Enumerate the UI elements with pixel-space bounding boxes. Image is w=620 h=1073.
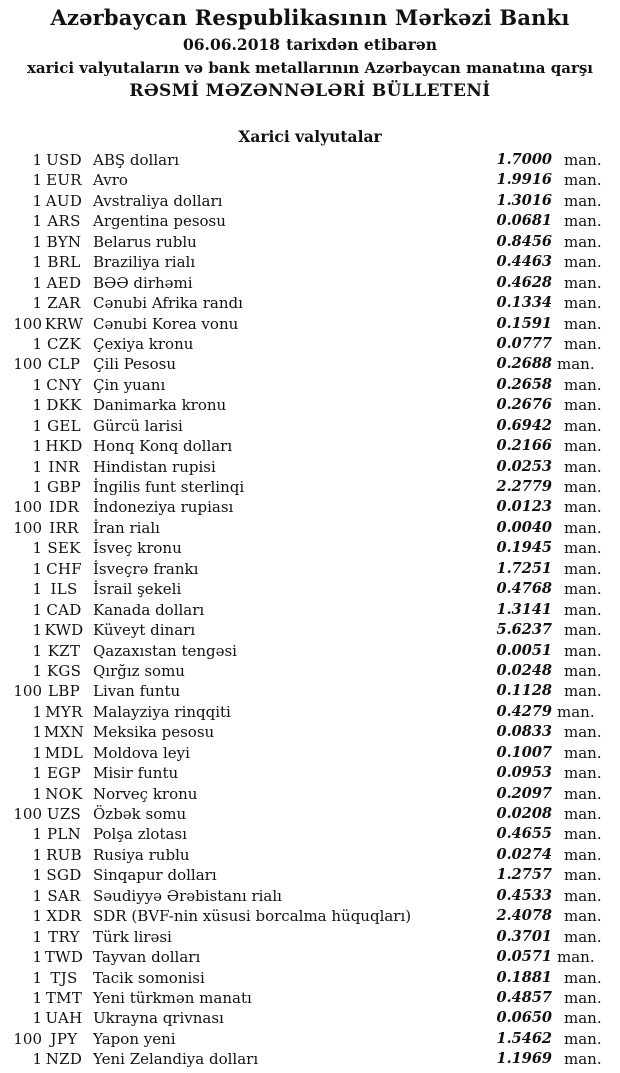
rate-value: 0.4533 (496, 886, 552, 904)
currency-code: IRR (49, 518, 79, 537)
currency-name: Avro (93, 171, 128, 190)
table-row (0, 579, 605, 599)
currency-code: GEL (47, 416, 81, 435)
currency-quantity: 1 (32, 191, 42, 210)
currency-quantity: 1 (32, 437, 42, 456)
rate-value: 0.8456 (496, 232, 552, 250)
unit-label: man. (564, 845, 602, 864)
currency-quantity: 1 (32, 845, 42, 864)
currency-name: BƏƏ dirhəmi (93, 273, 193, 292)
rate-value: 0.4768 (496, 580, 552, 598)
currency-name: Polşa zlotası (93, 825, 187, 844)
table-row (0, 538, 605, 558)
bulletin-title: RƏSMİ MƏZƏNNƏLƏRİ BÜLLETENİ (129, 81, 491, 101)
currency-code: MXN (43, 723, 85, 742)
currency-name: İsveç kronu (93, 539, 182, 558)
table-row (0, 661, 605, 681)
unit-label: man. (564, 191, 602, 210)
table-row (0, 150, 605, 170)
rate-value: 1.7251 (496, 559, 552, 577)
table-row (0, 702, 605, 722)
currency-code: PLN (46, 825, 82, 844)
currency-quantity: 1 (32, 968, 42, 987)
unit-label: man. (564, 1009, 602, 1028)
currency-name: Honq Konq dolları (93, 437, 233, 456)
currency-quantity: 1 (32, 825, 42, 844)
currency-code: BRL (47, 253, 81, 272)
unit-label: man. (564, 334, 602, 353)
table-row (0, 947, 605, 967)
currency-name: ABŞ dolları (93, 151, 180, 169)
currency-name: Avstraliya dolları (93, 191, 223, 210)
currency-quantity: 1 (32, 212, 42, 231)
table-row (0, 436, 605, 456)
unit-label: man. (564, 212, 602, 231)
currency-name: Küveyt dinarı (93, 621, 196, 640)
rate-value: 1.9916 (496, 171, 552, 189)
currency-name: Livan funtu (93, 682, 181, 701)
currency-quantity: 1 (32, 232, 42, 251)
currency-quantity: 1 (32, 927, 42, 946)
currency-quantity: 100 (13, 518, 42, 537)
table-row (0, 824, 605, 844)
currency-name: Qazaxıstan tengəsi (93, 641, 237, 660)
currency-quantity: 1 (32, 866, 42, 885)
rate-value: 1.5462 (496, 1029, 552, 1047)
currency-name: Belarus rublu (93, 232, 197, 251)
rate-value: 0.0953 (496, 764, 552, 782)
currency-quantity: 100 (13, 682, 42, 701)
rate-value: 0.2676 (496, 396, 552, 414)
currency-quantity: 1 (32, 457, 42, 476)
table-row (0, 416, 605, 436)
currency-code: KRW (44, 314, 84, 333)
currency-quantity: 1 (32, 886, 42, 905)
currency-quantity: 1 (32, 621, 42, 640)
unit-label: man. (564, 907, 602, 926)
table-row (0, 457, 605, 477)
rate-value: 0.1591 (496, 314, 552, 332)
unit-label: man. (564, 784, 602, 803)
table-row (0, 354, 605, 374)
currency-code: NOK (45, 784, 83, 803)
table-row (0, 395, 605, 415)
currency-name: Danimarka kronu (93, 396, 227, 415)
unit-label: man. (564, 743, 602, 762)
unit-label: man. (564, 641, 602, 660)
currency-name: Səudiyyə Ərəbistanı rialı (93, 886, 282, 905)
currency-quantity: 1 (32, 948, 42, 967)
effective-date-suffix: tarixdən etibarən (286, 35, 438, 54)
currency-code: DKK (46, 396, 82, 415)
currency-name: İsrail şekeli (93, 580, 182, 599)
rate-value: 0.3701 (496, 927, 552, 945)
currency-quantity: 1 (32, 784, 42, 803)
currency-name: Ukrayna qrivnası (93, 1009, 224, 1028)
currency-quantity: 1 (32, 702, 42, 721)
currency-quantity: 1 (32, 600, 42, 619)
unit-label: man. (564, 661, 602, 680)
unit-label: man. (564, 559, 602, 578)
effective-date-line (0, 35, 620, 54)
currency-quantity: 1 (32, 559, 42, 578)
currency-name: Tacik somonisi (93, 968, 205, 987)
currency-name: Yeni türkmən manatı (93, 988, 252, 1007)
rate-value: 0.1334 (496, 294, 552, 312)
currency-name: Norveç kronu (93, 784, 198, 803)
rate-value: 2.4078 (496, 907, 552, 925)
rate-value: 0.0833 (496, 723, 552, 741)
table-row (0, 620, 605, 640)
currency-quantity: 1 (32, 743, 42, 762)
rate-value: 0.0681 (496, 212, 552, 230)
currency-code: TJS (50, 968, 78, 987)
currency-code: EUR (46, 171, 82, 190)
currency-quantity: 1 (32, 1009, 42, 1028)
table-row (0, 1008, 605, 1028)
table-row (0, 375, 605, 395)
currency-quantity: 1 (32, 988, 42, 1007)
unit-label: man. (564, 273, 602, 292)
currency-quantity: 100 (13, 498, 42, 517)
rate-value: 0.0571 (496, 948, 552, 966)
rate-value: 1.3141 (496, 600, 552, 618)
currency-code: AED (46, 273, 82, 292)
currency-quantity: 1 (32, 273, 42, 292)
page-subtitle: xarici valyutaların və bank metallarının Azərbaycan manatına qarşı (26, 59, 594, 77)
currency-code: UAH (45, 1009, 83, 1028)
table-row (0, 1049, 605, 1069)
currency-code: EGP (47, 764, 81, 783)
unit-label: man. (564, 621, 602, 640)
currency-code: INR (48, 457, 80, 476)
unit-label: man. (564, 151, 602, 169)
currency-name: Meksika pesosu (93, 723, 215, 742)
currency-code: XDR (46, 907, 82, 926)
page-title: Azərbaycan Respublikasının Mərkəzi Bankı (50, 5, 570, 30)
rate-value: 0.1007 (496, 743, 552, 761)
currency-code: TWD (44, 948, 84, 967)
currency-code: SEK (47, 539, 81, 558)
currency-code: TMT (45, 988, 83, 1007)
rate-value: 0.2688 (496, 355, 552, 373)
currency-quantity: 100 (13, 1029, 42, 1048)
unit-label: man. (564, 232, 602, 251)
rate-value: 0.0123 (496, 498, 552, 516)
currency-quantity: 100 (13, 314, 42, 333)
table-row (0, 804, 605, 824)
table-row (0, 845, 605, 865)
currency-code: KWD (44, 621, 84, 640)
currency-code: SAR (47, 886, 81, 905)
table-row (0, 886, 605, 906)
currency-name: Cənubi Afrika randı (93, 294, 243, 313)
unit-label: man. (564, 886, 602, 905)
unit-label: man. (564, 416, 602, 435)
currency-quantity: 1 (32, 253, 42, 272)
currency-code: ARS (47, 212, 81, 231)
currency-name: Çin yuanı (93, 375, 166, 394)
currency-name: Qırğız somu (93, 661, 185, 680)
unit-label: man. (564, 314, 602, 333)
unit-label: man. (564, 866, 602, 885)
currency-name: Çili Pesosu (93, 355, 177, 374)
currency-name: İsveçrə frankı (93, 559, 199, 578)
currency-name: Tayvan dolları (93, 948, 201, 967)
currency-code: NZD (45, 1050, 83, 1069)
table-row (0, 600, 605, 620)
unit-label: man. (564, 478, 602, 496)
table-row (0, 170, 605, 190)
currency-code: UZS (46, 805, 82, 823)
currency-quantity: 1 (32, 764, 42, 783)
rate-value: 0.1945 (496, 539, 552, 557)
table-row (0, 559, 605, 579)
currency-code: IDR (48, 498, 80, 517)
rate-value: 0.4628 (496, 273, 552, 291)
currency-name: Yeni Zelandiya dolları (93, 1050, 259, 1069)
unit-label: man. (564, 580, 602, 599)
currency-code: ILS (50, 580, 78, 599)
currency-quantity: 1 (32, 375, 42, 394)
rate-value: 0.0777 (496, 334, 552, 352)
table-row (0, 927, 605, 947)
currency-code: CZK (46, 334, 81, 353)
table-row (0, 722, 605, 742)
unit-label: man. (564, 375, 602, 394)
table-row (0, 334, 605, 354)
unit-label: man. (564, 805, 602, 823)
rate-value: 0.2166 (496, 437, 552, 455)
table-row (0, 497, 605, 517)
currency-name: Moldova leyi (93, 743, 190, 762)
table-row (0, 906, 605, 926)
currency-code: MDL (44, 743, 84, 762)
currency-code: KZT (47, 641, 81, 660)
rate-value: 0.4857 (496, 988, 552, 1006)
currency-quantity: 1 (32, 641, 42, 660)
currency-quantity: 1 (32, 416, 42, 435)
unit-label: man. (564, 825, 602, 844)
currency-quantity: 1 (32, 171, 42, 190)
table-row (0, 641, 605, 661)
unit-label: man. (564, 294, 602, 313)
table-row (0, 518, 605, 538)
rate-value: 5.6237 (496, 621, 552, 639)
currency-quantity: 1 (32, 907, 42, 926)
unit-label: man. (564, 1050, 602, 1069)
currency-code: CLP (47, 355, 81, 374)
currency-quantity: 1 (32, 661, 42, 680)
currency-name: Argentina pesosu (93, 212, 226, 231)
currency-name: Braziliya rialı (93, 253, 196, 272)
rate-value: 1.2757 (496, 866, 552, 884)
unit-label: man. (564, 764, 602, 783)
currency-code: GBP (47, 478, 81, 496)
unit-label: man. (557, 702, 595, 721)
unit-label: man. (564, 723, 602, 742)
currency-quantity: 1 (32, 478, 42, 496)
table-row (0, 232, 605, 252)
table-row (0, 681, 605, 701)
table-row (0, 784, 605, 804)
effective-date: 06.06.2018 (182, 35, 281, 54)
rate-value: 0.2658 (496, 375, 552, 393)
rate-value: 1.1969 (496, 1050, 552, 1068)
table-row (0, 865, 605, 885)
currency-name: Hindistan rupisi (93, 457, 216, 476)
currency-code: TRY (48, 927, 80, 946)
unit-label: man. (564, 498, 602, 517)
table-row (0, 968, 605, 988)
unit-label: man. (564, 396, 602, 415)
rate-value: 0.1881 (496, 968, 552, 986)
currency-code: MYR (45, 702, 83, 721)
unit-label: man. (564, 171, 602, 190)
table-row (0, 293, 605, 313)
currency-quantity: 1 (32, 396, 42, 415)
unit-label: man. (564, 682, 602, 701)
currency-quantity: 1 (32, 151, 42, 169)
unit-label: man. (557, 948, 595, 967)
rate-value: 0.0650 (496, 1009, 552, 1027)
unit-label: man. (564, 927, 602, 946)
currency-code: HKD (45, 437, 83, 456)
currency-name: Türk lirəsi (93, 927, 172, 946)
table-row (0, 1029, 605, 1049)
currency-name: Kanada dolları (93, 600, 205, 619)
rate-value: 0.4655 (496, 825, 552, 843)
table-row (0, 763, 605, 783)
currency-rates-table (0, 150, 605, 1070)
currency-quantity: 1 (32, 294, 42, 313)
unit-label: man. (564, 518, 602, 537)
rate-value: 0.1128 (496, 682, 552, 700)
currency-code: RUB (46, 845, 82, 864)
currency-quantity: 1 (32, 1050, 42, 1069)
currency-name: İran rialı (93, 518, 160, 537)
rate-value: 1.3016 (496, 191, 552, 209)
unit-label: man. (557, 355, 595, 374)
currency-quantity: 1 (32, 539, 42, 558)
unit-label: man. (564, 1029, 602, 1048)
currency-name: Özbək somu (93, 805, 187, 823)
rate-value: 0.4463 (496, 253, 552, 271)
currency-quantity: 100 (13, 355, 42, 374)
currency-code: LBP (48, 682, 80, 701)
table-row (0, 743, 605, 763)
section-title-foreign-currencies: Xarici valyutalar (238, 127, 382, 146)
currency-name: Rusiya rublu (93, 845, 190, 864)
currency-code: AUD (45, 191, 83, 210)
currency-code: CHF (46, 559, 82, 578)
table-row (0, 988, 605, 1008)
currency-quantity: 1 (32, 334, 42, 353)
table-row (0, 191, 605, 211)
currency-quantity: 1 (32, 723, 42, 742)
table-row (0, 211, 605, 231)
currency-code: CNY (46, 375, 82, 394)
unit-label: man. (564, 253, 602, 272)
rate-value: 0.0253 (496, 457, 552, 475)
table-row (0, 252, 605, 272)
currency-code: ZAR (47, 294, 81, 313)
rate-value: 1.7000 (496, 151, 552, 168)
currency-code: BYN (46, 232, 82, 251)
currency-code: USD (46, 151, 82, 169)
table-row (0, 477, 605, 497)
currency-name: Malayziya rinqqiti (93, 702, 231, 721)
currency-name: Çexiya kronu (93, 334, 194, 353)
currency-code: JPY (50, 1029, 78, 1048)
rate-value: 0.0274 (496, 845, 552, 863)
currency-name: Gürcü larisi (93, 416, 183, 435)
rate-value: 0.0248 (496, 661, 552, 679)
unit-label: man. (564, 988, 602, 1007)
rate-value: 2.2779 (496, 478, 552, 495)
currency-name: Sinqapur dolları (93, 866, 217, 885)
currency-code: SGD (46, 866, 82, 885)
unit-label: man. (564, 968, 602, 987)
currency-name: İndoneziya rupiası (93, 498, 234, 517)
currency-name: Misir funtu (93, 764, 179, 783)
unit-label: man. (564, 457, 602, 476)
unit-label: man. (564, 437, 602, 456)
table-row (0, 314, 605, 334)
unit-label: man. (564, 539, 602, 558)
currency-name: Cənubi Korea vonu (93, 314, 239, 333)
currency-code: KGS (46, 661, 82, 680)
table-row (0, 273, 605, 293)
currency-quantity: 100 (13, 805, 42, 823)
rate-value: 0.2097 (496, 784, 552, 802)
currency-name: Yapon yeni (93, 1029, 176, 1048)
rate-value: 0.0208 (496, 805, 552, 822)
currency-name: İngilis funt sterlinqi (93, 478, 245, 496)
currency-name: SDR (BVF-nin xüsusi borcalma hüquqları) (93, 907, 412, 926)
currency-quantity: 1 (32, 580, 42, 599)
rate-value: 0.0051 (496, 641, 552, 659)
rate-value: 0.0040 (496, 518, 552, 536)
unit-label: man. (564, 600, 602, 619)
rate-value: 0.4279 (496, 702, 552, 720)
rate-value: 0.6942 (496, 416, 552, 434)
currency-code: CAD (46, 600, 82, 619)
